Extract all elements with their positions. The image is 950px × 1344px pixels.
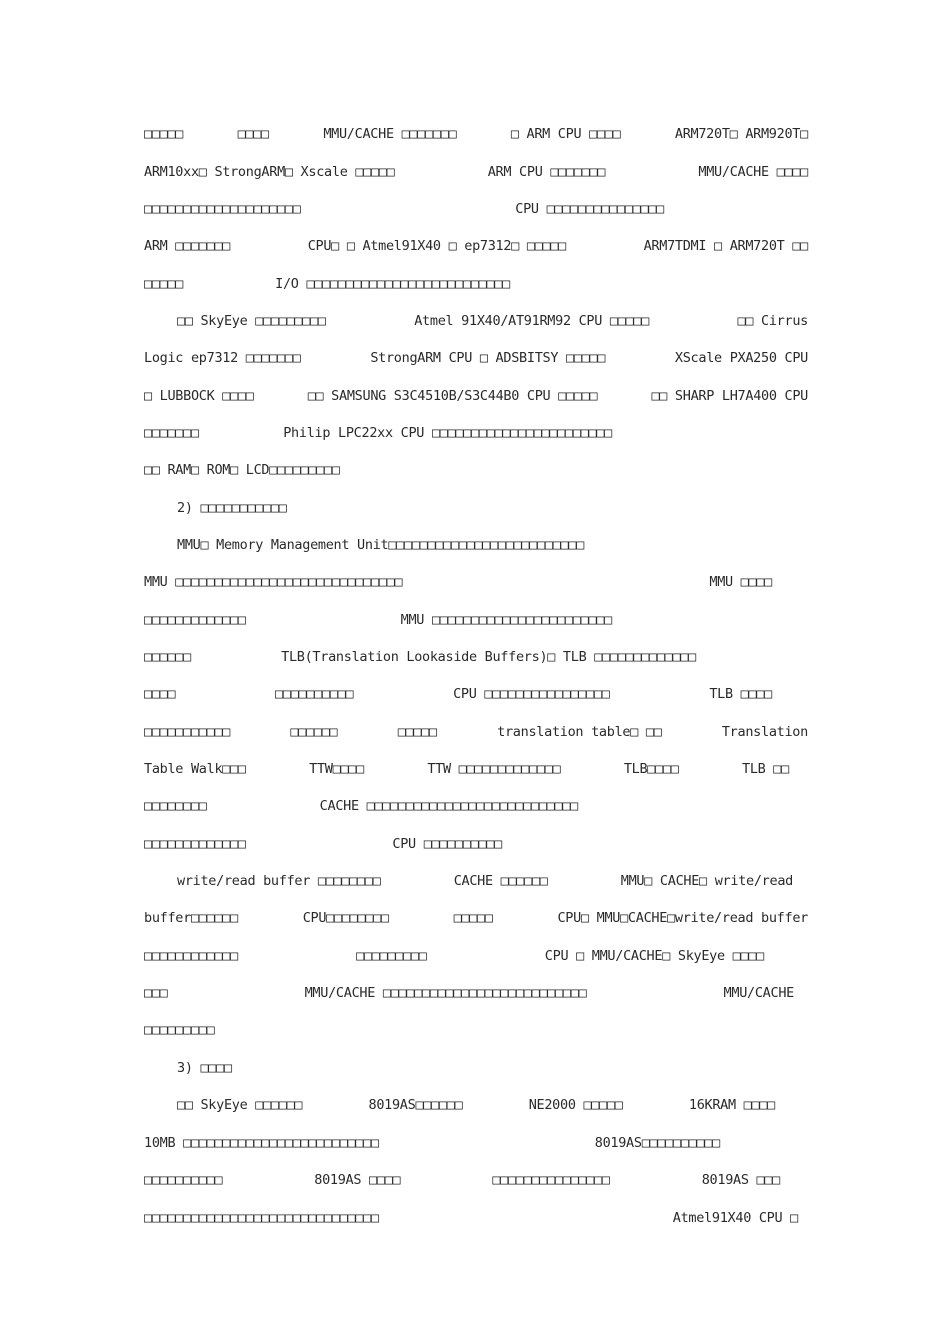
text-segment: CPU□ MMU□CACHE□write/read buffer [557, 910, 808, 926]
text-segment: □□□□□□ [144, 649, 191, 665]
text-segment: MMU □□□□□□□□□□□□□□□□□□□□□□□ [400, 612, 612, 628]
text-segment: □□□□□□□ [144, 425, 199, 441]
text-segment: ARM □□□□□□□ [144, 238, 231, 254]
text-segment: Atmel91X40 CPU □ [672, 1210, 798, 1226]
text-segment: □□□□□□□□□□□□□□□□□□□□□□□□□□□□□□ [144, 1210, 379, 1226]
text-segment: □□□□□□□□□□□□□ [144, 612, 246, 628]
text-segment: ARM10xx□ StrongARM□ Xscale □□□□□ [144, 164, 395, 180]
text-line-25 [144, 1020, 808, 1040]
text-segment: 8019AS □□□□ [314, 1172, 401, 1188]
text-segment: MMU/CACHE [723, 985, 794, 1001]
text-segment: TTW □□□□□□□□□□□□□ [427, 761, 561, 777]
text-segment: □□□ [144, 985, 168, 1001]
text-segment: buffer□□□□□□ [144, 910, 238, 926]
text-line-22 [144, 908, 808, 928]
text-segment: □□□□□□□□□□ [275, 686, 354, 702]
text-segment: ARM720T□ ARM920T□ [674, 126, 808, 142]
text-segment: □ LUBBOCK □□□□ [144, 388, 254, 404]
text-line-4 [144, 236, 808, 256]
text-line-15 [144, 647, 696, 667]
text-segment: 2) □□□□□□□□□□□ [177, 500, 287, 516]
text-segment: □□ RAM□ ROM□ LCD□□□□□□□□□ [144, 462, 340, 478]
text-segment: CPU□□□□□□□□ [302, 910, 389, 926]
text-segment: □□ SHARP LH7A400 CPU [651, 388, 808, 404]
text-segment: □□□□□□□□□□ [144, 1172, 223, 1188]
text-segment: CPU □ MMU/CACHE□ SkyEye □□□□ [544, 948, 764, 964]
text-line-27 [177, 1095, 775, 1115]
text-line-5 [144, 274, 510, 294]
text-segment: □□□□□□□□□ [356, 948, 427, 964]
text-segment: CPU □□□□□□□□□□ [392, 836, 502, 852]
text-line-19 [144, 796, 578, 816]
text-segment: write/read buffer □□□□□□□□ [177, 873, 381, 889]
text-segment: □□□□□□□□ [144, 798, 207, 814]
text-segment: CACHE □□□□□□ [453, 873, 548, 889]
text-line-7 [144, 348, 808, 368]
text-line-6 [177, 311, 808, 331]
text-line-1 [144, 124, 808, 144]
text-segment: TLB □□ [742, 761, 789, 777]
text-segment: MMU/CACHE □□□□□□□ [323, 126, 457, 142]
text-line-23 [144, 946, 764, 966]
text-line-8 [144, 386, 808, 406]
text-segment: TLB(Translation Lookaside Buffers)□ TLB □□□□□□□□□□□□□ [281, 649, 696, 665]
text-segment: □□ SAMSUNG S3C4510B/S3C44B0 CPU □□□□□ [307, 388, 598, 404]
text-segment: CPU □□□□□□□□□□□□□□□ [515, 201, 664, 217]
text-segment: □□ SkyEye □□□□□□ [177, 1097, 303, 1113]
text-segment: □□□□□□□□□□□□ [144, 948, 238, 964]
text-line-21 [177, 871, 793, 891]
text-segment: TLB □□□□ [709, 686, 772, 702]
text-segment: StrongARM CPU □ ADSBITSY □□□□□ [370, 350, 606, 366]
text-line-10 [144, 460, 808, 480]
text-line-9 [144, 423, 612, 443]
text-line-17 [144, 722, 808, 742]
text-segment: CACHE □□□□□□□□□□□□□□□□□□□□□□□□□□□ [319, 798, 578, 814]
text-line-18 [144, 759, 789, 779]
text-line-3 [144, 199, 664, 219]
text-segment: 8019AS □□□ [701, 1172, 780, 1188]
text-segment: □□□□□□□□□□□□□□□□□□□□ [144, 201, 301, 217]
text-segment: □□□□□□□□□ [144, 1022, 215, 1038]
text-segment: □□ Cirrus [737, 313, 808, 329]
text-segment: □□□□□ [144, 276, 184, 292]
section-heading-2 [177, 498, 808, 518]
text-line-2 [144, 162, 808, 182]
text-segment: NE2000 □□□□□ [528, 1097, 623, 1113]
text-line-28 [144, 1133, 720, 1153]
text-line-13 [144, 572, 772, 592]
text-segment: Translation [721, 724, 808, 740]
text-line-12 [177, 535, 808, 555]
text-segment: MMU □□□□□□□□□□□□□□□□□□□□□□□□□□□□□ [144, 574, 403, 590]
text-segment: MMU□ Memory Management Unit□□□□□□□□□□□□□□□□□□□□□□□□□ [177, 537, 585, 553]
text-segment: ARM7TDMI □ ARM720T □□ [643, 238, 808, 254]
text-segment: 3) □□□□ [177, 1060, 232, 1076]
text-segment: CPU □□□□□□□□□□□□□□□□ [453, 686, 610, 702]
text-line-16 [144, 684, 772, 704]
text-segment: □□□□□ [453, 910, 493, 926]
text-segment: □□□□□□□□□□□ [144, 724, 231, 740]
text-segment: □ ARM CPU □□□□ [510, 126, 621, 142]
text-segment: Table Walk□□□ [144, 761, 246, 777]
text-line-29 [144, 1170, 780, 1190]
text-line-24 [144, 983, 794, 1003]
text-segment: □□□□□ [397, 724, 437, 740]
text-segment: □□□□□□□□□□□□□□□ [492, 1172, 610, 1188]
text-line-20 [144, 834, 502, 854]
text-segment: □□□□ [237, 126, 269, 142]
text-line-30 [144, 1208, 798, 1228]
text-segment: Philip LPC22xx CPU □□□□□□□□□□□□□□□□□□□□□□□ [283, 425, 612, 441]
text-segment: 16KRAM □□□□ [688, 1097, 775, 1113]
text-segment: MMU/CACHE □□□□□□□□□□□□□□□□□□□□□□□□□□ [304, 985, 587, 1001]
text-segment: □□□□□ [144, 126, 184, 142]
text-segment: □□□□□□ [290, 724, 338, 740]
text-segment: translation table□ □□ [497, 724, 662, 740]
text-segment: XScale PXA250 CPU [674, 350, 808, 366]
text-segment: 10MB □□□□□□□□□□□□□□□□□□□□□□□□□ [144, 1135, 379, 1151]
text-segment: MMU/CACHE □□□□ [698, 164, 808, 180]
text-segment: Logic ep7312 □□□□□□□ [144, 350, 301, 366]
text-segment: TTW□□□□ [309, 761, 364, 777]
text-segment: 8019AS□□□□□□ [368, 1097, 463, 1113]
text-segment: 8019AS□□□□□□□□□□ [594, 1135, 720, 1151]
text-segment: □□ SkyEye □□□□□□□□□ [177, 313, 326, 329]
text-segment: I/O □□□□□□□□□□□□□□□□□□□□□□□□□□ [275, 276, 510, 292]
text-segment: ARM CPU □□□□□□□ [487, 164, 606, 180]
text-segment: □□□□ [144, 686, 176, 702]
text-segment: CPU□ □ Atmel91X40 □ ep7312□ □□□□□ [307, 238, 567, 254]
text-segment: TLB□□□□ [623, 761, 679, 777]
text-segment: Atmel 91X40/AT91RM92 CPU □□□□□ [414, 313, 650, 329]
text-segment: MMU □□□□ [709, 574, 772, 590]
text-segment: MMU□ CACHE□ write/read [620, 873, 793, 889]
section-heading-3 [177, 1058, 808, 1078]
text-segment: □□□□□□□□□□□□□ [144, 836, 246, 852]
text-line-14 [144, 610, 612, 630]
